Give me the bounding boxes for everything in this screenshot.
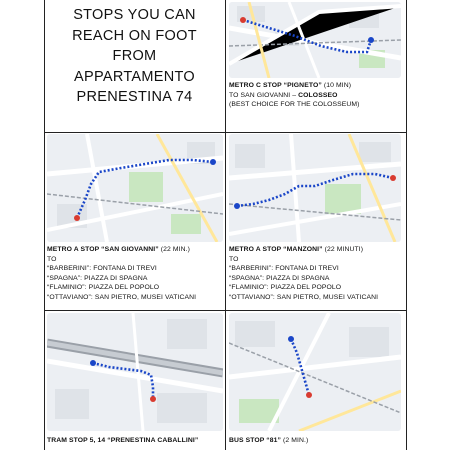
manzoni-dest-4: “OTTAVIANO”: SAN PIETRO, MUSEI VATICANI bbox=[229, 293, 379, 301]
sangiovanni-dest-2: “SPAGNA”: PIAZZA DI SPAGNA bbox=[47, 274, 148, 282]
sangiovanni-dest-3: “FLAMINIO”: PIAZZA DEL POPOLO bbox=[47, 284, 160, 292]
bus-time: (2 MIN.) bbox=[281, 437, 309, 444]
caption-manzoni bbox=[229, 245, 378, 303]
tram-heading: TRAM STOP 5, 14 “PRENESTINA CABALLINI” bbox=[47, 437, 199, 444]
sangiovanni-heading: METRO A STOP “SAN GIOVANNI” bbox=[47, 246, 159, 253]
title-line-1: STOPS YOU CAN bbox=[73, 7, 196, 23]
map-tram bbox=[47, 313, 223, 431]
grid-row-divider-2 bbox=[44, 310, 406, 311]
manzoni-heading: METRO A STOP “MANZONI” bbox=[229, 246, 323, 253]
map-san-giovanni bbox=[47, 134, 223, 242]
map-bus bbox=[229, 313, 401, 431]
page-title bbox=[44, 0, 225, 132]
manzoni-dest-2: “SPAGNA”: PIAZZA DI SPAGNA bbox=[229, 274, 330, 282]
title-line-4: APPARTAMENTO bbox=[74, 68, 195, 85]
grid-right-border bbox=[406, 0, 407, 450]
map-manzoni bbox=[229, 134, 401, 242]
pigneto-heading: METRO C STOP “PIGNETO” bbox=[229, 82, 322, 89]
title-line-5: PRENESTINA 74 bbox=[76, 89, 193, 105]
sangiovanni-dest-4: “OTTAVIANO”: SAN PIETRO, MUSEI VATICANI bbox=[47, 293, 197, 301]
caption-pigneto bbox=[229, 81, 360, 110]
title-line-2: REACH ON FOOT bbox=[72, 27, 197, 44]
sangiovanni-dest-1: “BARBERINI”: FONTANA DI TREVI bbox=[47, 265, 157, 273]
grid-center-divider bbox=[225, 0, 226, 450]
manzoni-dest-3: “FLAMINIO”: PIAZZA DEL POPOLO bbox=[229, 284, 342, 292]
sangiovanni-time: (22 MIN.) bbox=[158, 246, 190, 253]
caption-bus bbox=[229, 436, 308, 446]
pigneto-time: (10 MIN) bbox=[321, 82, 352, 89]
caption-san-giovanni bbox=[47, 245, 196, 303]
title-line-3: FROM bbox=[112, 48, 157, 64]
manzoni-time: (22 MINUTI) bbox=[322, 246, 364, 253]
manzoni-to: TO bbox=[229, 255, 239, 263]
bus-heading: BUS STOP “81” bbox=[229, 437, 282, 444]
pigneto-note: (BEST CHOICE FOR THE COLOSSEUM) bbox=[229, 101, 360, 109]
grid-row-divider-1 bbox=[44, 132, 406, 133]
sangiovanni-to: TO bbox=[47, 255, 57, 263]
caption-tram bbox=[47, 436, 198, 446]
map-pigneto bbox=[229, 2, 401, 78]
manzoni-dest-1: “BARBERINI”: FONTANA DI TREVI bbox=[229, 265, 339, 273]
pigneto-to-text: TO SAN GIOVANNI – bbox=[229, 91, 299, 99]
pigneto-destination: COLOSSEO bbox=[298, 91, 338, 99]
